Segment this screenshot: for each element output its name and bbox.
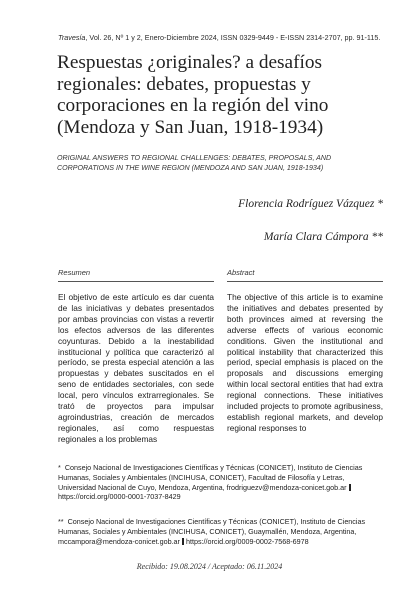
footnote-1-mark: *	[58, 463, 61, 472]
resumen-text: El objetivo de este artículo es dar cuenta de las iniciativas y debates presentados por ambas provincias con vistas a revertir los efectos adversos de las diferentes coyunturas. Debido a la inestabilidad institucional y política que caracterizó al período, se presta especial atención a las propuestas y debates suscitados en el seno de entidades sectoriales, con sede local, pero vínculos extrarregionales. Se trató de proyectos para impulsar agroindustrias, creación de mercados regionales, así como respuestas regionales a los problemas	[58, 292, 214, 444]
journal-citation: , Vol. 26, Nº 1 y 2, Enero-Diciembre 2024, ISSN 0329-9449 - E-ISSN 2314-2707, pp. 91-115.	[85, 33, 381, 42]
orcid-separator-icon	[349, 484, 351, 491]
article-subtitle-english: ORIGINAL ANSWERS TO REGIONAL CHALLENGES: DEBATES, PROPOSALS, AND CORPORATIONS IN THE WINE REGION (MENDOZA AND SAN JUAN, 1918-1934)	[57, 154, 332, 172]
footnote-2-orcid-link[interactable]: https://orcid.org/0009-0002-7568-6978	[185, 536, 309, 546]
received-accepted-dates: Recibido: 19.08.2024 / Aceptado: 06.11.2024	[136, 562, 283, 571]
footnote-2-mark: **	[58, 517, 64, 526]
author-2-name: María Clara Cámpora	[263, 231, 369, 243]
journal-name: Travesía	[58, 33, 86, 42]
article-title: Respuestas ¿originales? a desafíos regionales: debates, propuestas y corporaciones en la región del vino (Mendoza y San Juan, 1918-1934)	[57, 52, 329, 138]
author-2-mark: **	[371, 231, 383, 243]
author-1-name: Florencia Rodríguez Vázquez	[238, 198, 375, 210]
abstract-divider	[227, 281, 383, 282]
resumen-heading: Resumen	[58, 268, 91, 277]
footnote-1-text: Consejo Nacional de Investigaciones Científicas y Técnicas (CONICET), Instituto de Ciencias Humanas, Sociales y Ambientales (INCIHUSA, CONICET), Facultad de Filosofía y Letras, Universidad Nacional de Cuyo, Mendoza, Argentina, frodriguezv@mendoza-conicet.gob.ar	[58, 463, 363, 492]
author-1-mark: *	[377, 198, 383, 210]
author-1	[238, 198, 383, 210]
abstract-heading: Abstract	[227, 268, 255, 277]
journal-header	[58, 33, 381, 42]
footnote-1-orcid-link[interactable]: https://orcid.org/0000-0001-7037-8429	[58, 492, 181, 502]
footnote-1	[58, 463, 383, 502]
orcid-separator-icon	[182, 538, 184, 545]
resumen-divider	[58, 281, 214, 282]
footnote-2-text: Consejo Nacional de Investigaciones Científicas y Técnicas (CONICET), Instituto de Ciencias Humanas, Sociales y Ambientales (INCIHUSA, CONICET), Guaymallén, Mendoza, Argentina, mccampora@mendoza-conicet.gob.ar	[58, 517, 366, 546]
abstract-text: The objective of this article is to examine the initiatives and debates presented by both provinces aimed at reversing the adverse effects of various economic conditions. Given the institutional and political instability that characterized this period, special emphasis is placed on the proposals and discussions emerging within local sectoral entities that had extra regional connections. These initiatives included projects to promote agribusiness, establish regional markets, and develop regional responses to	[227, 292, 383, 433]
footnote-2	[58, 517, 383, 546]
author-2	[264, 231, 383, 243]
